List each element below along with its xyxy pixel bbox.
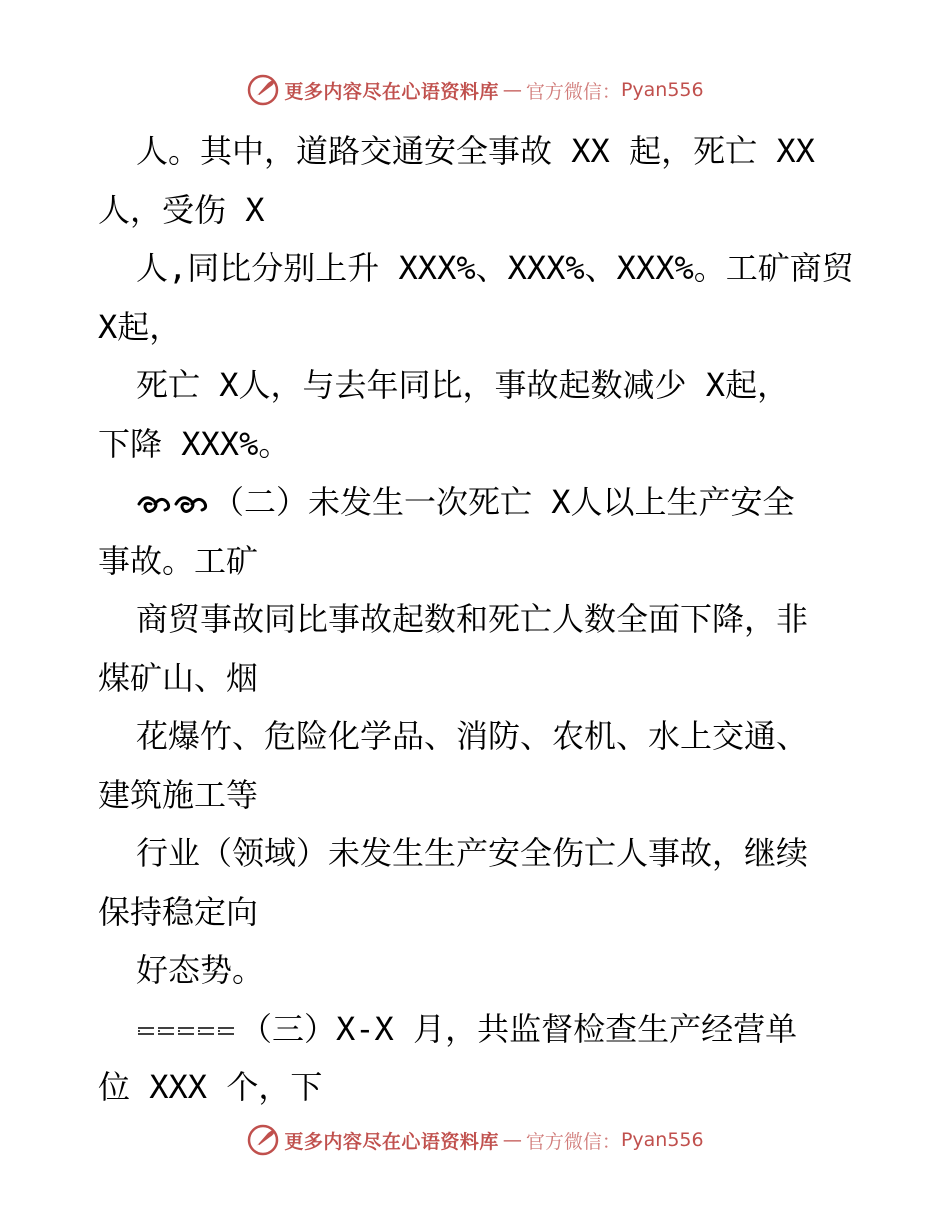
watermark-site-name: 更多内容尽在心语资料库 — [284, 1130, 499, 1153]
dashed-rule-ornament-icon — [136, 1021, 240, 1041]
text-line: 人。其中，道路交通安全事故 XX 起，死亡 XX — [136, 132, 815, 170]
quill-pen-logo-icon — [246, 73, 280, 107]
text-line: 好态势。 — [136, 951, 265, 989]
text-line: 人,同比分别上升 XXX%、XXX%、XXX%。工矿商贸 — [136, 249, 854, 287]
swirl-ornament-icon — [136, 491, 212, 517]
document-body — [98, 122, 858, 1117]
watermark-wechat-label: 官方微信： — [525, 80, 621, 103]
text-line: 人，受伤 X — [98, 190, 265, 229]
watermark-site-name: 更多内容尽在心语资料库 — [284, 80, 499, 103]
text-line: 下降 XXX%。 — [98, 424, 291, 463]
footer-watermark — [0, 1120, 950, 1160]
text-line: 死亡 X人，与去年同比，事故起数减少 X起， — [136, 366, 790, 404]
text-line: 位 XXX 个，下 — [98, 1068, 323, 1106]
text-line: 商贸事故同比事故起数和死亡人数全面下降，非 — [136, 600, 809, 638]
text-line: 花爆竹、危险化学品、消防、农机、水上交通、 — [136, 717, 809, 755]
text-line: 保持稳定向 — [98, 892, 259, 931]
watermark-separator: — — [502, 1129, 522, 1151]
text-line: 事故。工矿 — [98, 541, 259, 580]
text-line: （二）未发生一次死亡 X人以上生产安全 — [98, 473, 858, 532]
watermark-wechat-handle: Pyan556 — [620, 1129, 704, 1151]
quill-pen-logo-icon — [246, 1123, 280, 1157]
watermark-wechat-label: 官方微信： — [525, 1130, 621, 1153]
text-line: X起， — [98, 307, 182, 346]
text-line: （三）X-X 月，共监督检查生产经营单 — [98, 1000, 858, 1059]
header-watermark — [0, 70, 950, 110]
watermark-separator: — — [502, 79, 522, 101]
watermark-wechat-handle: Pyan556 — [620, 79, 704, 101]
text-line: 煤矿山、烟 — [98, 658, 259, 697]
text-line: 建筑施工等 — [98, 775, 259, 814]
text-line: 行业（领域）未发生生产安全伤亡人事故，继续 — [136, 834, 809, 872]
